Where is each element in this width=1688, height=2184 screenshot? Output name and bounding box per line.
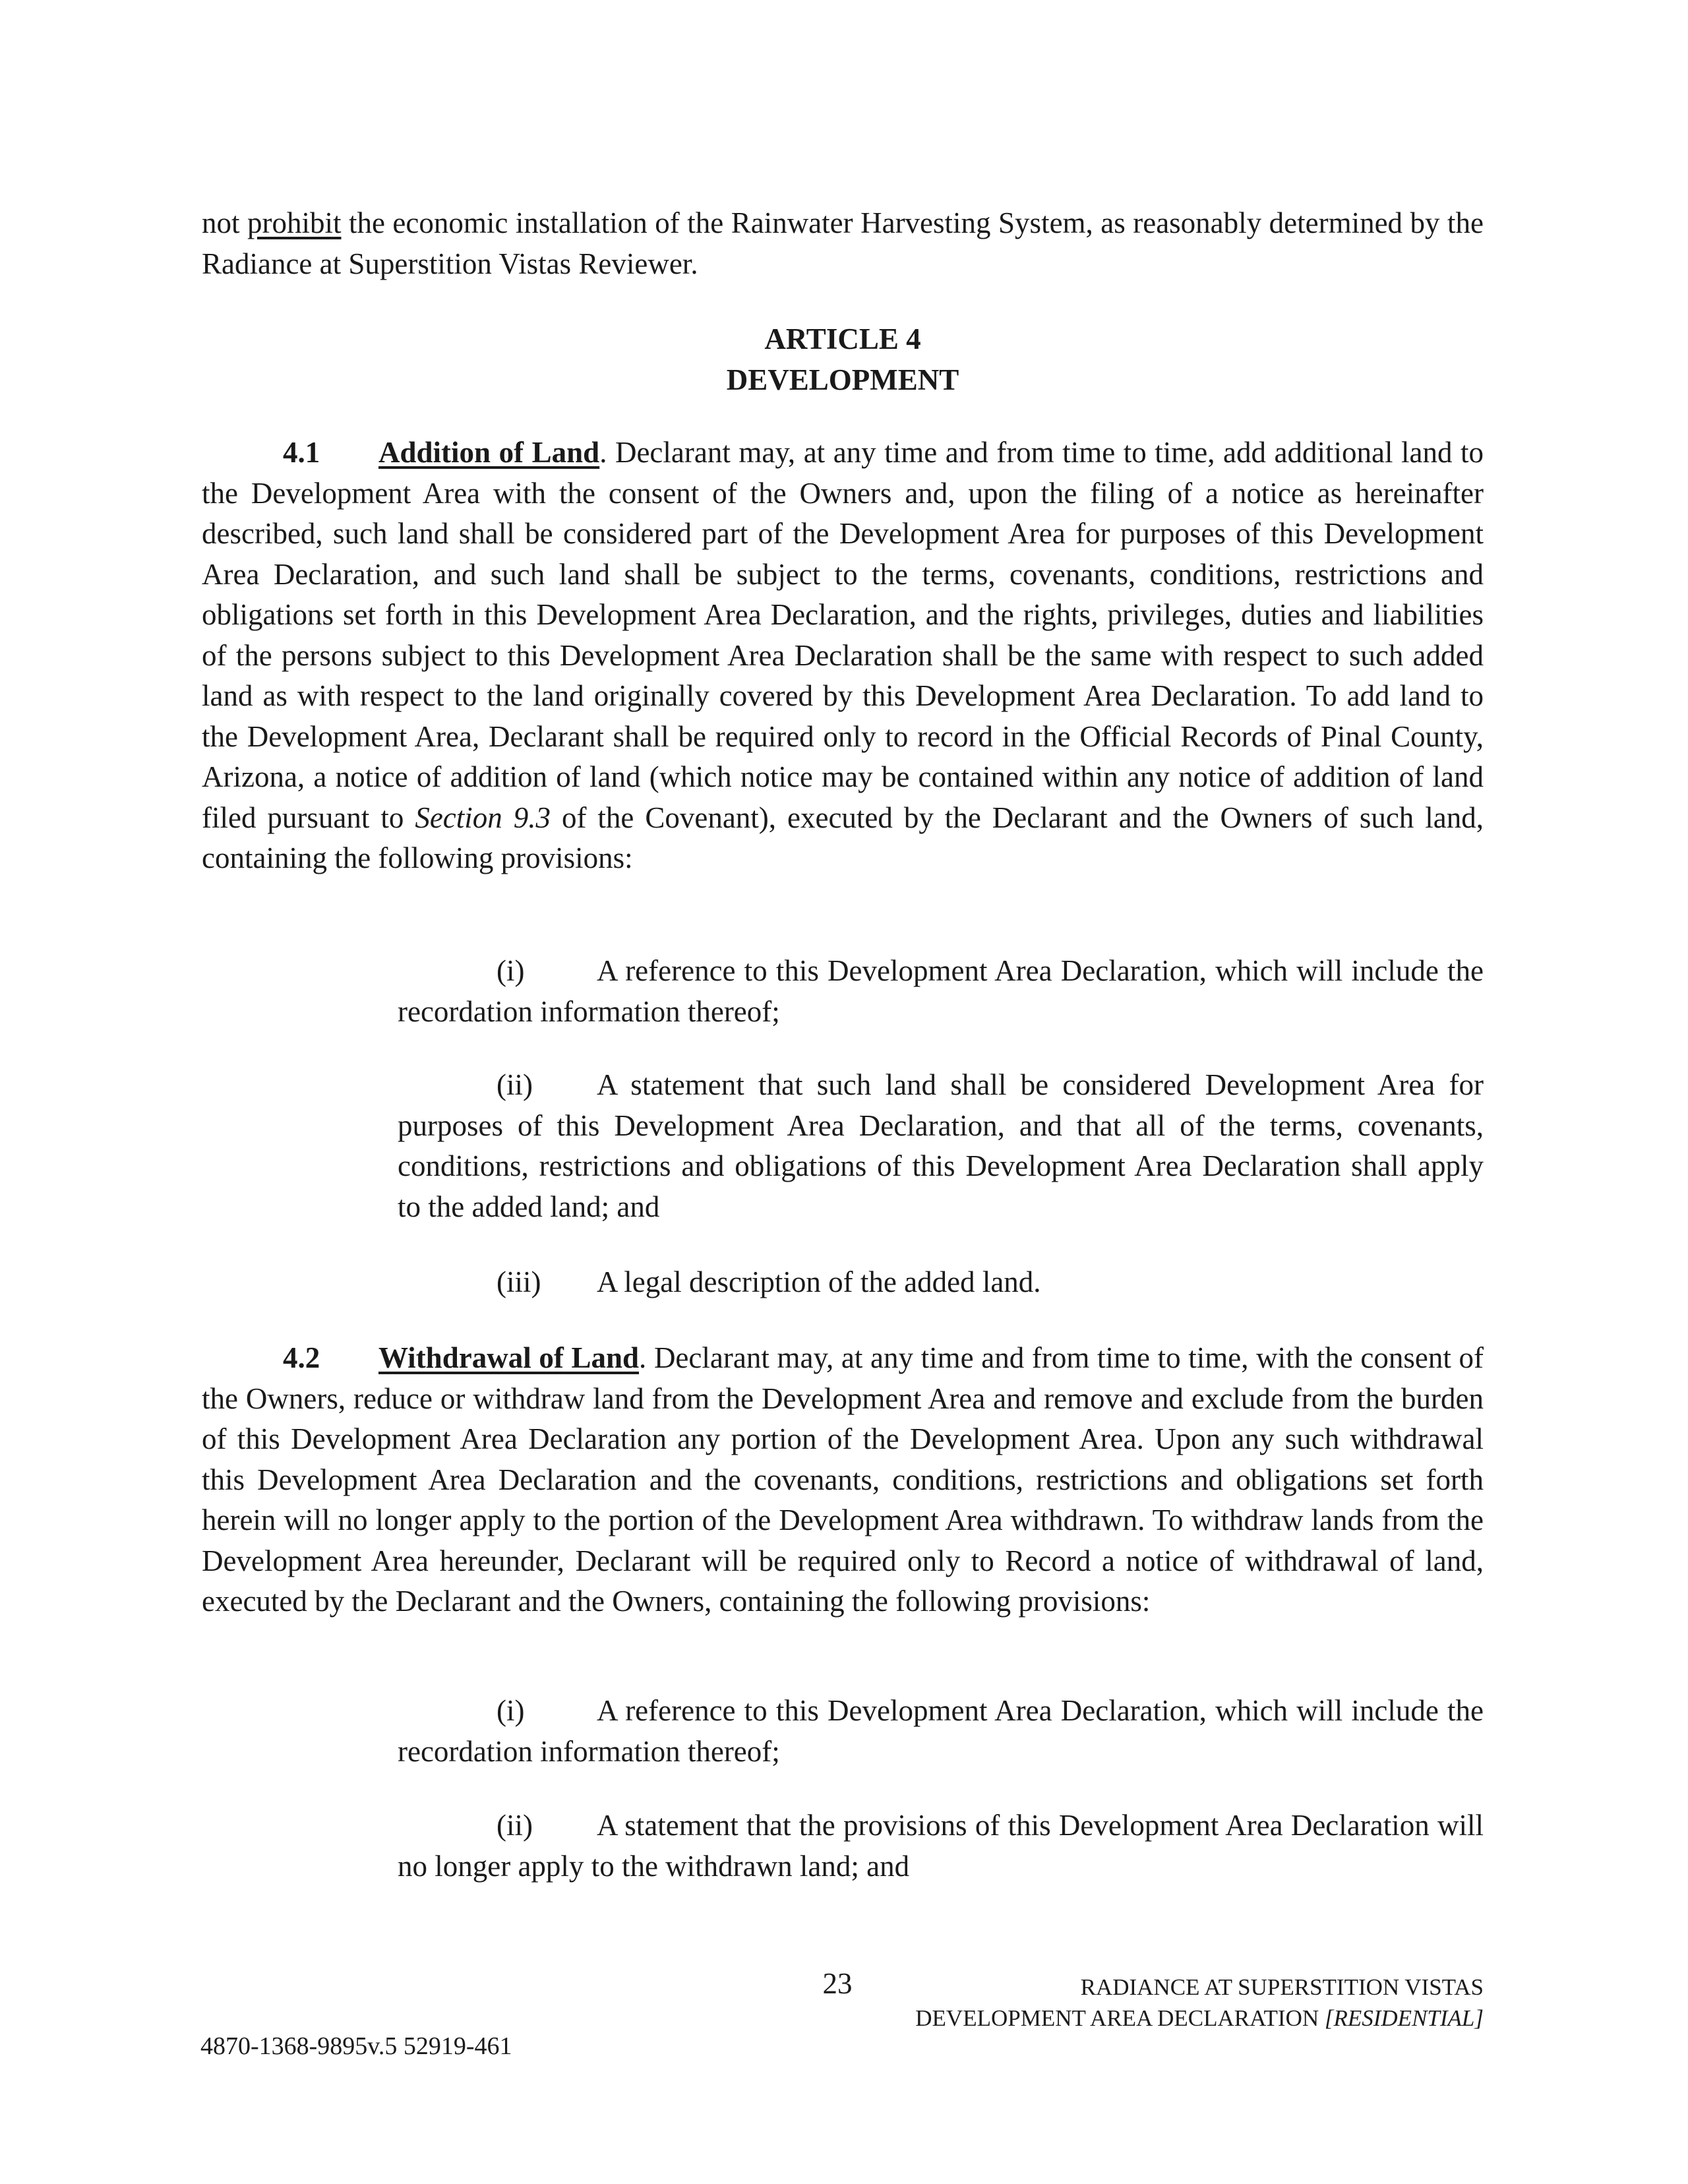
footer-document-title — [915, 1972, 1484, 2034]
footer-title-text: DEVELOPMENT AREA DECLARATION — [915, 2005, 1325, 2031]
section-4-1-body-end: of the Covenant), executed by the Declarant and the Owners of such land, containing the following provisions: — [202, 801, 1484, 874]
footer-title-line-1: RADIANCE AT SUPERSTITION VISTAS — [1080, 1974, 1484, 2000]
article-title: DEVELOPMENT — [726, 363, 959, 396]
list-item-text: A legal description of the added land. — [597, 1265, 1041, 1298]
list-item — [398, 1262, 1484, 1303]
page-number: 23 — [822, 1967, 853, 2000]
list-item-text: A reference to this Development Area Declaration, which will include the recordation information thereof; — [398, 954, 1484, 1028]
list-item-text: A statement that the provisions of this Development Area Declaration will no longer apply to the withdrawn land; and — [398, 1809, 1484, 1883]
footer-title-italic: [RESIDENTIAL] — [1324, 2005, 1484, 2031]
intro-text-before: not — [202, 206, 247, 239]
list-item-number: (ii) — [497, 1068, 533, 1101]
section-4-1-title: Addition of Land — [378, 436, 600, 469]
list-item-number: (iii) — [497, 1265, 541, 1298]
list-item — [398, 1805, 1484, 1887]
section-4-2-body: . Declarant may, at any time and from time to time, with the consent of the Owners, reduce or withdraw land from the Development Area and remove and exclude from the burden of this Development Area Declaration any portion of the Development Area. Upon any such withdrawal this Development Area Declaration and the covenants, conditions, restrictions and obligations set forth herein will no longer apply to the portion of the Development Area withdrawn. To withdraw lands from the Development Area hereunder, Declarant will be required only to Record a notice of withdrawal of land, executed by the Declarant and the Owners, containing the following provisions: — [202, 1341, 1484, 1618]
footer-document-id: 4870-1368-9895v.5 52919-461 — [200, 2032, 512, 2060]
section-4-2-number: 4.2 — [283, 1341, 320, 1374]
section-4-2-title: Withdrawal of Land — [378, 1341, 640, 1374]
intro-text-after: the economic installation of the Rainwater Harvesting System, as reasonably determined by the Radiance at Superstition Vistas Reviewer. — [202, 206, 1484, 280]
article-label: ARTICLE 4 — [764, 322, 921, 355]
section-4-1-number: 4.1 — [283, 436, 320, 469]
list-item-text: A reference to this Development Area Declaration, which will include the recordation information thereof; — [398, 1694, 1484, 1768]
list-item-number: (ii) — [497, 1809, 533, 1842]
section-4-2-paragraph — [202, 1338, 1484, 1622]
footer-title-line-2 — [915, 2003, 1484, 2034]
list-item-number: (i) — [497, 954, 525, 987]
intro-underlined-word: prohibit — [247, 206, 342, 239]
list-item — [398, 1065, 1484, 1227]
intro-paragraph — [202, 203, 1484, 284]
section-4-1-paragraph — [202, 433, 1484, 879]
list-item — [398, 951, 1484, 1032]
list-item-number: (i) — [497, 1694, 525, 1727]
list-item-text: A statement that such land shall be considered Development Area for purposes of this Development Area Declaration, and that all of the terms, covenants, conditions, restrictions and obligations of this Development Area Declaration shall apply to the added land; and — [398, 1068, 1484, 1223]
list-item — [398, 1691, 1484, 1772]
section-4-1-body: . Declarant may, at any time and from time to time, add additional land to the Development Area with the consent of the Owners and, upon the filing of a notice as hereinafter described, such land shall be considered part of the Development Area for purposes of this Development Area Declaration, and such land shall be subject to the terms, covenants, conditions, restrictions and obligations set forth in this Development Area Declaration, and the rights, privileges, duties and liabilities of the persons subject to this Development Area Declaration shall be the same with respect to such added land as with respect to the land originally covered by this Development Area Declaration. To add land to the Development Area, Declarant shall be required only to record in the Official Records of Pinal County, Arizona, a notice of addition of land (which notice may be contained within any notice of addition of land filed pursuant to — [202, 436, 1484, 834]
section-4-1-reference: Section 9.3 — [415, 801, 551, 834]
